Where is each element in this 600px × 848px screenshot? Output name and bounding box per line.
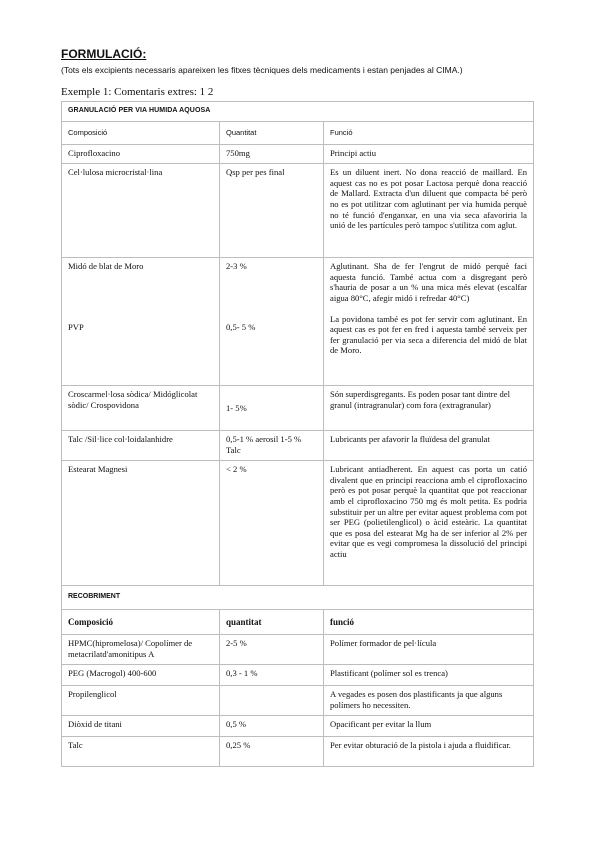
table-row bbox=[62, 145, 534, 164]
cell-composicio: Ciprofloxacino bbox=[62, 145, 220, 164]
cell-funcio: Polímer formador de pel·lícula bbox=[324, 635, 534, 665]
table-row bbox=[62, 164, 534, 258]
coating-table bbox=[61, 586, 534, 767]
cell-quantitat bbox=[220, 686, 324, 716]
coating-section-title: RECOBRIMENT bbox=[62, 586, 534, 609]
cell-funcio: Opacificant per evitar la llum bbox=[324, 716, 534, 737]
cell-composicio: Cel·lulosa microcristal·lina bbox=[62, 164, 220, 258]
cell-quantitat: 0,3 - 1 % bbox=[220, 665, 324, 686]
cell-composicio: Talc /Sil·lice col·loidalanhidre bbox=[62, 431, 220, 461]
cell-funcio: Lubricants per afavorir la fluïdesa del granulat bbox=[324, 431, 534, 461]
cell-funcio: Plastificant (polímer sol es trenca) bbox=[324, 665, 534, 686]
table-row bbox=[62, 737, 534, 767]
table-row bbox=[62, 635, 534, 665]
cell-composicio: Diòxid de titani bbox=[62, 716, 220, 737]
cell-funcio: A vegades es posen dos plastificants ja que alguns polímers ho necessiten. bbox=[324, 686, 534, 716]
cell-composicio: Croscarmel·losa sòdica/ Midóglicolat sòdic/ Crospovidona bbox=[62, 386, 220, 431]
cell-quantitat: 0,25 % bbox=[220, 737, 324, 767]
table-row bbox=[62, 686, 534, 716]
cell-funcio: Són superdisgregants. Es poden posar tant dintre del granul (intragranular) com fora (extragranular) bbox=[324, 386, 534, 431]
cell-composicio: PEG (Macrogol) 400-600 bbox=[62, 665, 220, 686]
table-row bbox=[62, 716, 534, 737]
header-funcio: funció bbox=[324, 609, 534, 635]
table-header-row bbox=[62, 609, 534, 635]
cell-quantitat: 750mg bbox=[220, 145, 324, 164]
cell-funcio: Per evitar obturació de la pistola i ajuda a fluidificar. bbox=[324, 737, 534, 767]
header-composicio: Composició bbox=[62, 121, 220, 145]
cell-composicio: Midó de blat de Moro bbox=[68, 261, 144, 272]
cell-quantitat: 0,5 % bbox=[220, 716, 324, 737]
granulation-section-title: GRANULACIÓ PER VIA HUMIDA AQUOSA bbox=[62, 102, 534, 122]
cima-note: (Tots els excipients necessaris apareixen les fitxes tècniques dels medicaments i estan penjades al CIMA.) bbox=[61, 65, 463, 75]
table-row bbox=[62, 431, 534, 461]
table-row bbox=[62, 665, 534, 686]
cell-composicio: Talc bbox=[62, 737, 220, 767]
cell-quantitat: 1- 5% bbox=[220, 386, 324, 431]
header-funcio: Funció bbox=[324, 121, 534, 145]
page-title: FORMULACIÓ: bbox=[61, 47, 147, 61]
table-header-row bbox=[62, 121, 534, 145]
header-composicio: Composició bbox=[62, 609, 220, 635]
table-row bbox=[62, 258, 534, 386]
header-quantitat: Quantitat bbox=[220, 121, 324, 145]
cell-funcio-pvp: La povidona també es pot fer servir com aglutinant. En aquest cas es pot fer en fred i aquesta també serveix per fer granulació per via seca a diferencia del midó de blat de Moro. bbox=[330, 313, 527, 356]
cell-funcio: Aglutinant. Sha de fer l'engrut de midó perquè faci aquesta funció. També actua com a disgregant però s'hauria de posar a un % una mica més elevat (escalfar aigua 80°C, afegir midó i refredar 40°C) bbox=[330, 261, 527, 303]
cell-composicio: Estearat Magnesi bbox=[62, 461, 220, 586]
cell-quantitat: 0,5-1 % aerosil 1-5 % Talc bbox=[220, 431, 324, 461]
cell-quantitat: 2-5 % bbox=[220, 635, 324, 665]
cell-quantitat: Qsp per pes final bbox=[220, 164, 324, 258]
cell-funcio: Es un diluent inert. No dona reacció de maillard. En aquest cas no es pot posar Lactosa perquè dona reacció de Mallard. Extracta d'un diluent que compacta bé però no es pot utilitzar com aglutinant per via humida perquè no té funció d'enganxar, en una via seca afavoriria la unió de les partícules però tampoc s'utilitza com aglut. bbox=[324, 164, 534, 258]
cell-composicio: HPMC(hipromelosa)/ Copolímer de metacrilatd'amonitipus A bbox=[62, 635, 220, 665]
table-row bbox=[62, 461, 534, 586]
header-quantitat: quantitat bbox=[220, 609, 324, 635]
cell-composicio-pvp: PVP bbox=[68, 321, 84, 332]
cell-quantitat: 2-3 % bbox=[226, 261, 247, 272]
cell-quantitat: < 2 % bbox=[220, 461, 324, 586]
table-row bbox=[62, 386, 534, 431]
granulation-table bbox=[61, 101, 534, 586]
cell-funcio: Principi actiu bbox=[324, 145, 534, 164]
cell-composicio: Propilenglicol bbox=[62, 686, 220, 716]
example-heading: Exemple 1: Comentaris extres: 1 2 bbox=[61, 86, 214, 98]
cell-quantitat-pvp: 0,5- 5 % bbox=[226, 321, 256, 332]
cell-funcio: Lubricant antiadherent. En aquest cas porta un catió divalent que en principi reacciona amb el ciprofloxacino però es pot posar perquè la quantitat que pot reaccionar amb el ciprofloxacino 750 mg és molt petita. Es podria substituir per un altre per evitar aquest problema com pot ser PEG (polietilenglicol) o àcid esteàric. La quantitat que es posa del estearat Mg ha de ser inferior al 2% per evitar que es vegi compromesa la dissolució del principi actiu bbox=[324, 461, 534, 586]
